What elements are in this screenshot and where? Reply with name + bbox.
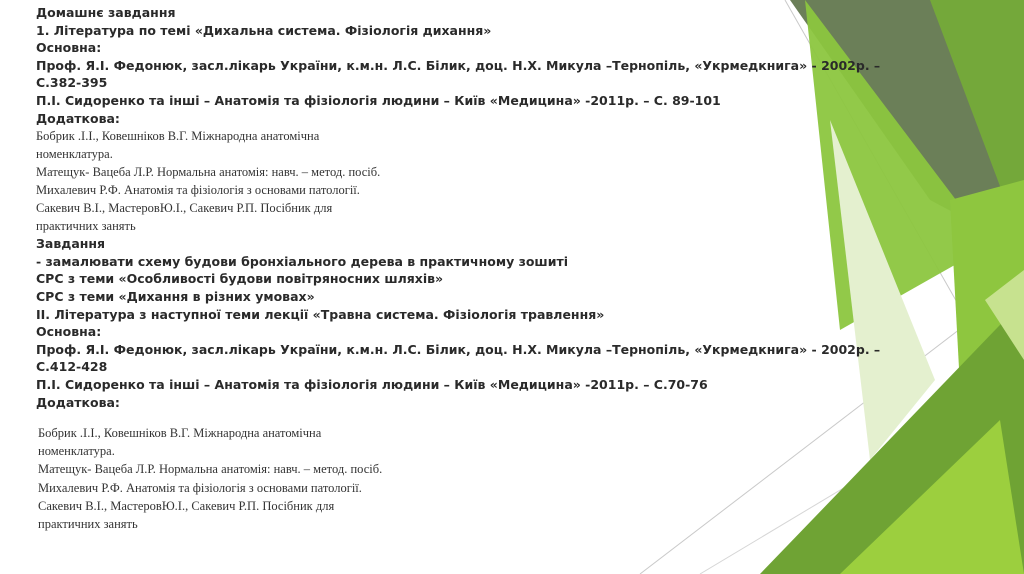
additional-line-4: Михалевич Р.Ф. Анатомія та фізіологія з основами патології. bbox=[38, 480, 362, 495]
additional-line-3: Матещук- Вацеба Л.Р. Нормальна анатомія: навч. – метод. посіб. bbox=[38, 462, 383, 477]
text-line-main-1: Основна: bbox=[36, 40, 102, 56]
text-line-add-4a: Сакевич В.І., МастеровЮ.І., Сакевич Р.П. Посібник для bbox=[36, 201, 333, 216]
text-line-add-1a: Бобрик .І.І., Ковешніков В.Г. Міжнародна анатомічна bbox=[36, 129, 320, 144]
text-line-ref-1a: Проф. Я.І. Федонюк, засл.лікарь України, к.м.н. Л.С. Білик, доц. Н.Х. Микула –Тернопіль, «Укрмедкнига» - 2002р. – bbox=[36, 57, 881, 73]
text-line-main-2: Основна: bbox=[36, 324, 102, 340]
text-line-ref-3a: Проф. Я.І. Федонюк, засл.лікарь України, к.м.н. Л.С. Білик, доц. Н.Х. Микула –Тернопіль, «Укрмедкнига» - 2002р. – bbox=[36, 341, 881, 357]
text-line-add-3: Михалевич Р.Ф. Анатомія та фізіологія з основами патології. bbox=[36, 183, 360, 198]
additional-line-2: номенклатура. bbox=[38, 444, 115, 459]
text-line-add-2: Матещук- Вацеба Л.Р. Нормальна анатомія: навч. – метод. посіб. bbox=[36, 165, 381, 180]
additional-line-5: Сакевич В.І., МастеровЮ.І., Сакевич Р.П. Посібник для bbox=[38, 498, 335, 513]
additional-line-6: практичних занять bbox=[38, 517, 138, 532]
text-line-ref-4: П.І. Сидоренко та інші – Анатомія та фізіологія людини – Київ «Медицина» -2011р. – С.70-76 bbox=[36, 376, 708, 392]
text-line-add-4b: практичних занять bbox=[36, 219, 136, 234]
text-line-task-title: Завдання bbox=[36, 236, 106, 252]
text-line-add-1b: номенклатура. bbox=[36, 147, 113, 162]
text-line-extra-1: Додаткова: bbox=[36, 110, 120, 126]
text-line-lit-2: ІІ. Література з наступної теми лекції «Травна система. Фізіологія травлення» bbox=[36, 306, 605, 322]
homework-text-block bbox=[36, 4, 896, 411]
text-line-ref-2: П.І. Сидоренко та інші – Анатомія та фізіологія людини – Київ «Медицина» -2011р. – С. 89-101 bbox=[36, 92, 721, 108]
text-line-task-3: СРС з теми «Дихання в різних умовах» bbox=[36, 288, 315, 304]
text-line-hw-title: Домашнє завдання bbox=[36, 5, 176, 20]
additional-line-1: Бобрик .І.І., Ковешніков В.Г. Міжнародна анатомічна bbox=[38, 426, 322, 440]
text-line-task-2: СРС з теми «Особливості будови повітряносних шляхів» bbox=[36, 271, 444, 287]
text-line-task-1: - замалювати схему будови бронхіального дерева в практичному зошиті bbox=[36, 253, 568, 269]
text-line-lit-1: 1. Література по темі «Дихальна система. Фізіологія дихання» bbox=[36, 22, 492, 38]
text-line-ref-3b: С.412-428 bbox=[36, 359, 108, 375]
text-line-extra-2: Додаткова: bbox=[36, 394, 120, 410]
additional-literature-block bbox=[38, 424, 558, 533]
text-line-ref-1b: С.382-395 bbox=[36, 75, 108, 91]
